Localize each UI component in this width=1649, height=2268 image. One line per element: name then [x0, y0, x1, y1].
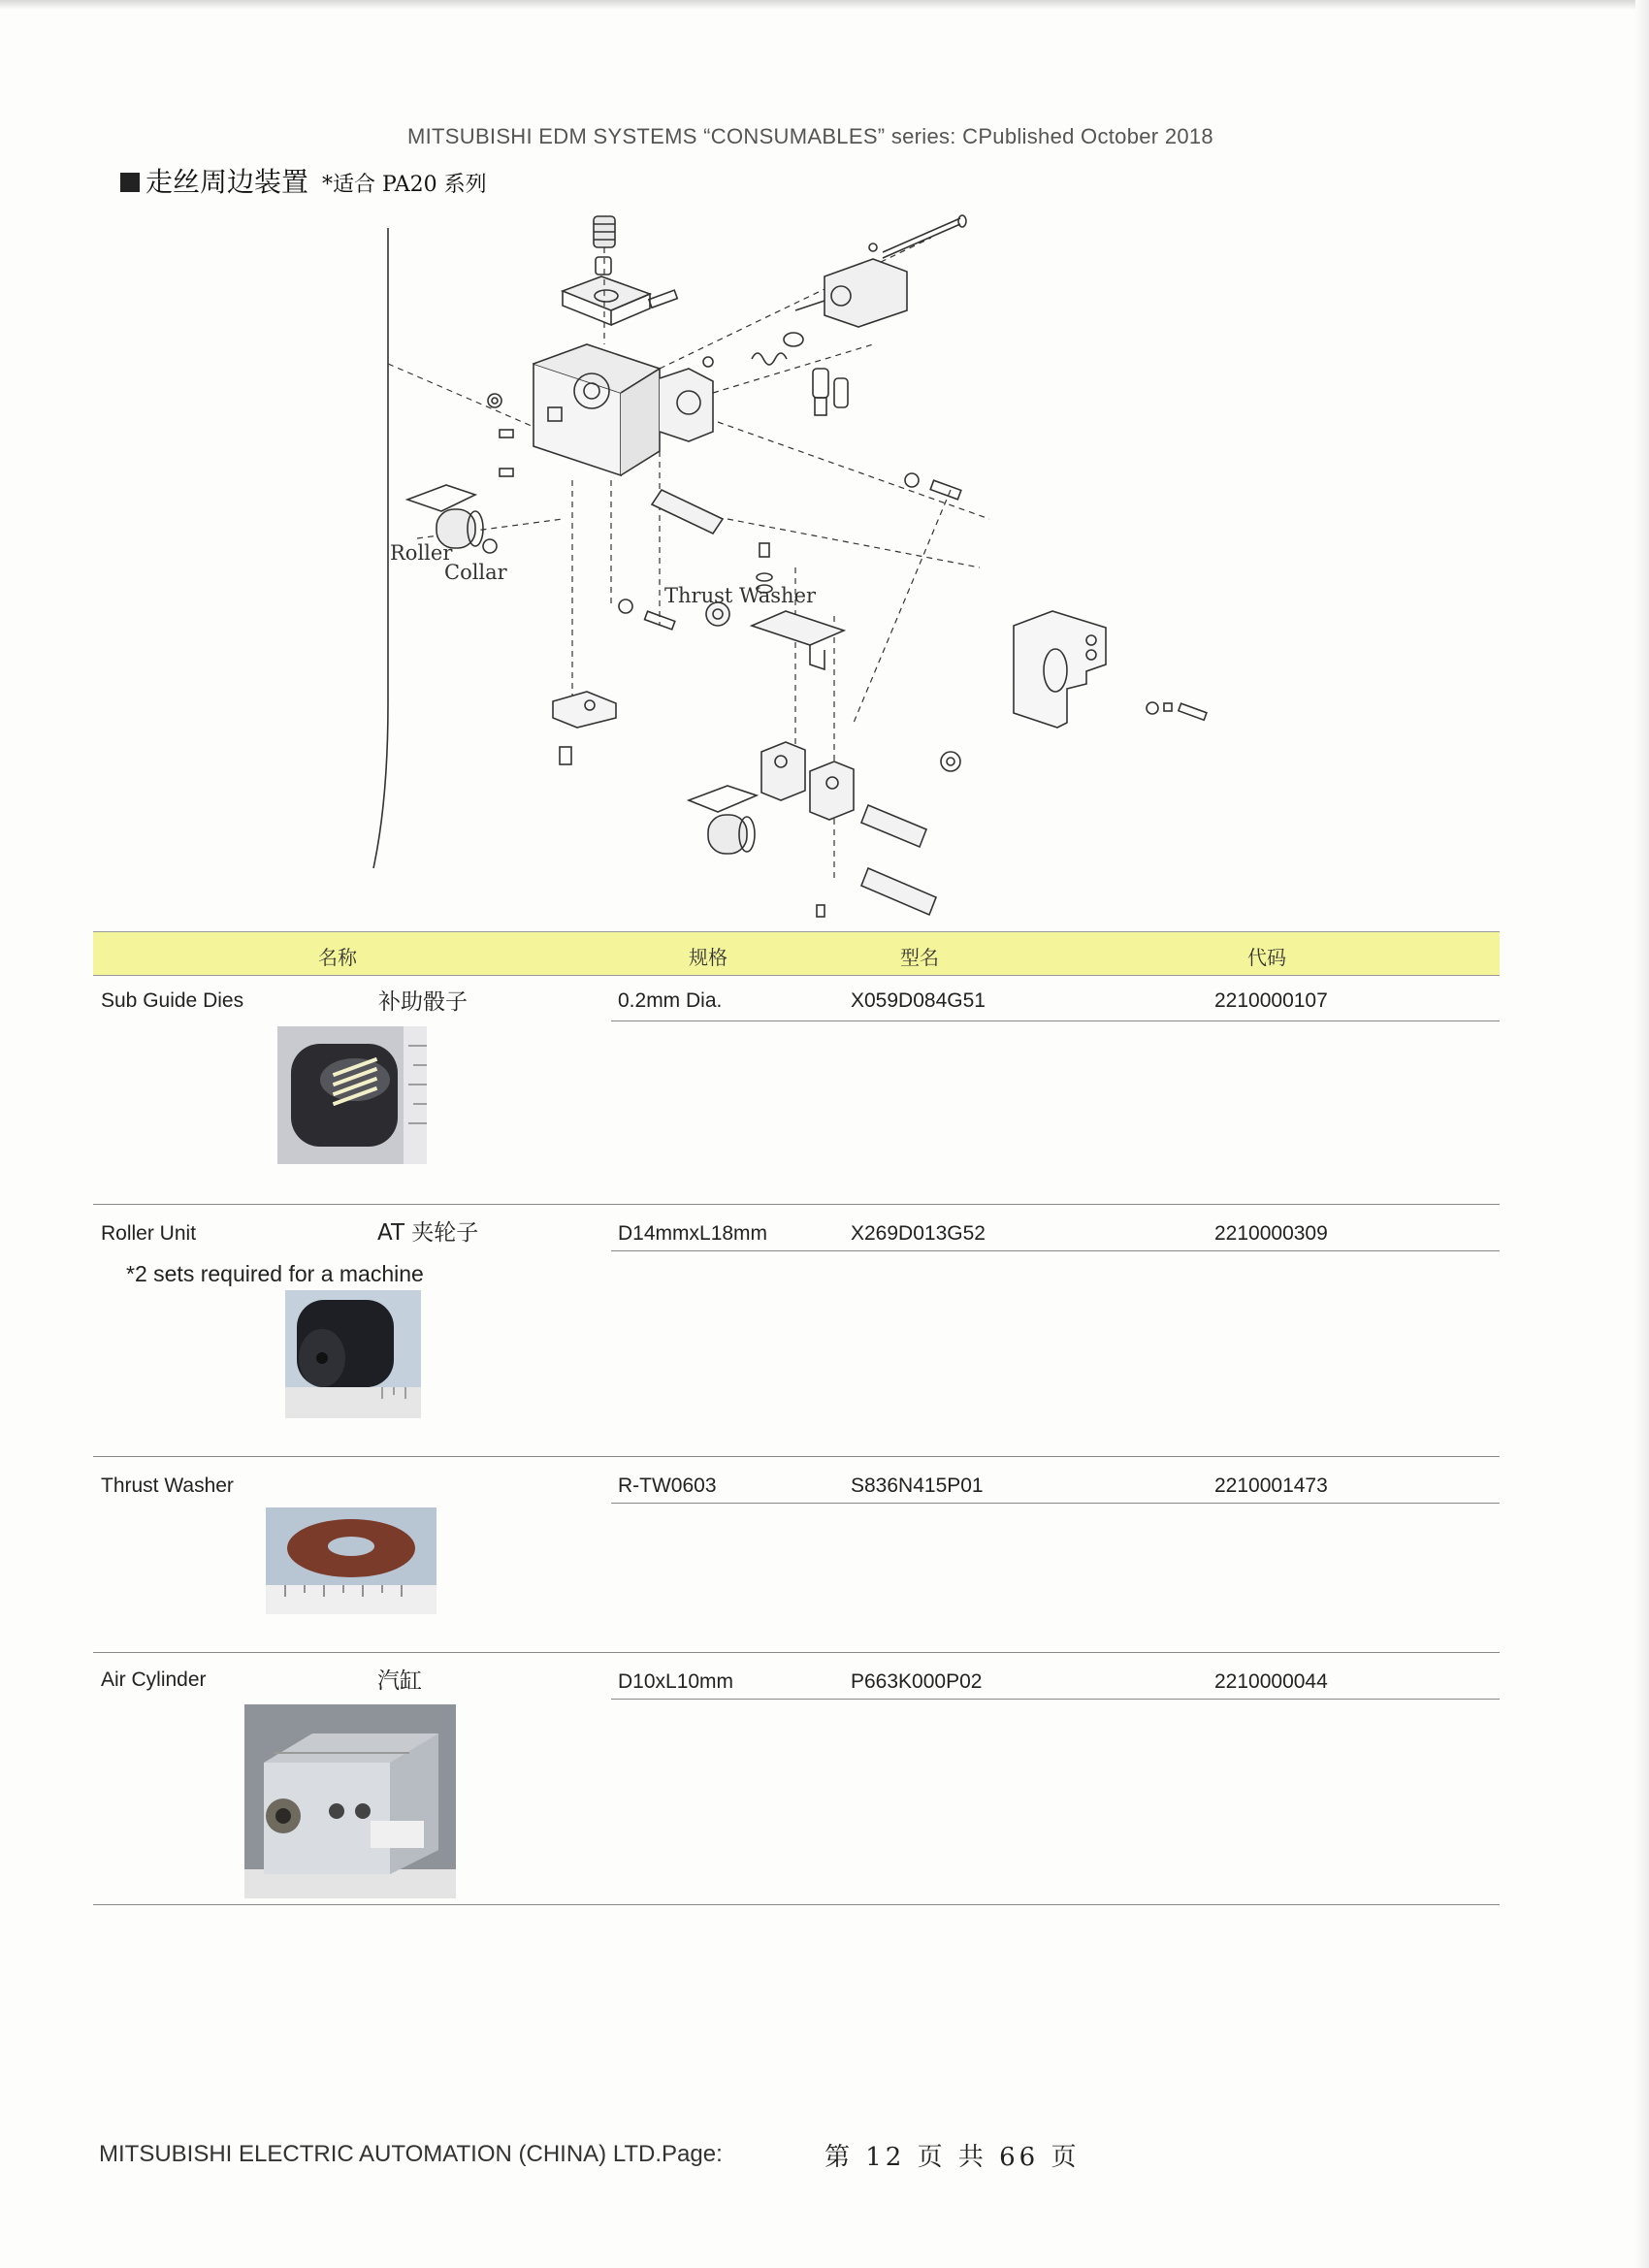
- row-name-en: Sub Guide Dies: [101, 989, 244, 1012]
- row-divider: [611, 1250, 1500, 1251]
- row-code: 2210000309: [1214, 1222, 1328, 1245]
- row-code: 2210001473: [1214, 1474, 1328, 1497]
- thrust-washer-photo: [266, 1507, 436, 1614]
- row-spec: D14mmxL18mm: [618, 1222, 768, 1245]
- row-name-en: Roller Unit: [101, 1222, 197, 1245]
- page-header: MITSUBISHI EDM SYSTEMS “CONSUMABLES” series: CPublished October 2018: [407, 124, 1213, 148]
- row-name-cn: AT 夹轮子: [377, 1220, 479, 1246]
- roller-unit-photo: [285, 1290, 421, 1418]
- scan-edge-right: [1635, 0, 1649, 2268]
- row-divider: [611, 1503, 1500, 1504]
- row-name-en: Air Cylinder: [101, 1669, 207, 1691]
- table-header: [93, 931, 1500, 976]
- row-spec: 0.2mm Dia.: [618, 989, 723, 1012]
- row-spec: D10xL10mm: [618, 1670, 734, 1693]
- header-model: 型名: [900, 946, 939, 969]
- row-model: P663K000P02: [851, 1670, 983, 1693]
- exploded-parts-diagram: [369, 199, 1242, 926]
- label-roller: Roller: [390, 541, 453, 565]
- air-cylinder-photo: [244, 1704, 456, 1898]
- row-name-cn: 汽缸: [377, 1669, 422, 1694]
- label-thrust-washer: Thrust Washer: [664, 584, 817, 607]
- row-separator: [93, 1652, 1500, 1653]
- row-separator: [93, 1904, 1500, 1905]
- row-separator: [93, 1204, 1500, 1205]
- row-separator: [93, 1456, 1500, 1457]
- row-code: 2210000107: [1214, 989, 1328, 1012]
- sub-guide-die-photo: [277, 1026, 427, 1164]
- row-name-en: Thrust Washer: [101, 1474, 234, 1497]
- scan-edge-top: [0, 0, 1649, 10]
- row-name-cn: 补助骰子: [378, 989, 468, 1015]
- bullet-square-icon: [120, 173, 140, 192]
- header-code: 代码: [1247, 946, 1286, 969]
- label-collar: Collar: [444, 561, 507, 584]
- header-spec: 规格: [689, 946, 728, 969]
- row-model: S836N415P01: [851, 1474, 984, 1497]
- section-title: [120, 161, 487, 200]
- section-title-text: 走丝周边装置: [146, 166, 309, 198]
- row-divider: [611, 1699, 1500, 1700]
- row-model: X269D013G52: [851, 1222, 986, 1245]
- row-model: X059D084G51: [851, 989, 986, 1012]
- row-note: *2 sets required for a machine: [126, 1261, 424, 1286]
- footer-company: MITSUBISHI ELECTRIC AUTOMATION (CHINA) LTD.Page:: [99, 2141, 723, 2167]
- row-spec: R-TW0603: [618, 1474, 717, 1497]
- section-subtitle: *适合 PA20 系列: [322, 173, 487, 197]
- footer-page-number: 第 12 页 共 66 页: [824, 2143, 1081, 2172]
- row-code: 2210000044: [1214, 1670, 1328, 1693]
- header-name: 名称: [318, 946, 357, 969]
